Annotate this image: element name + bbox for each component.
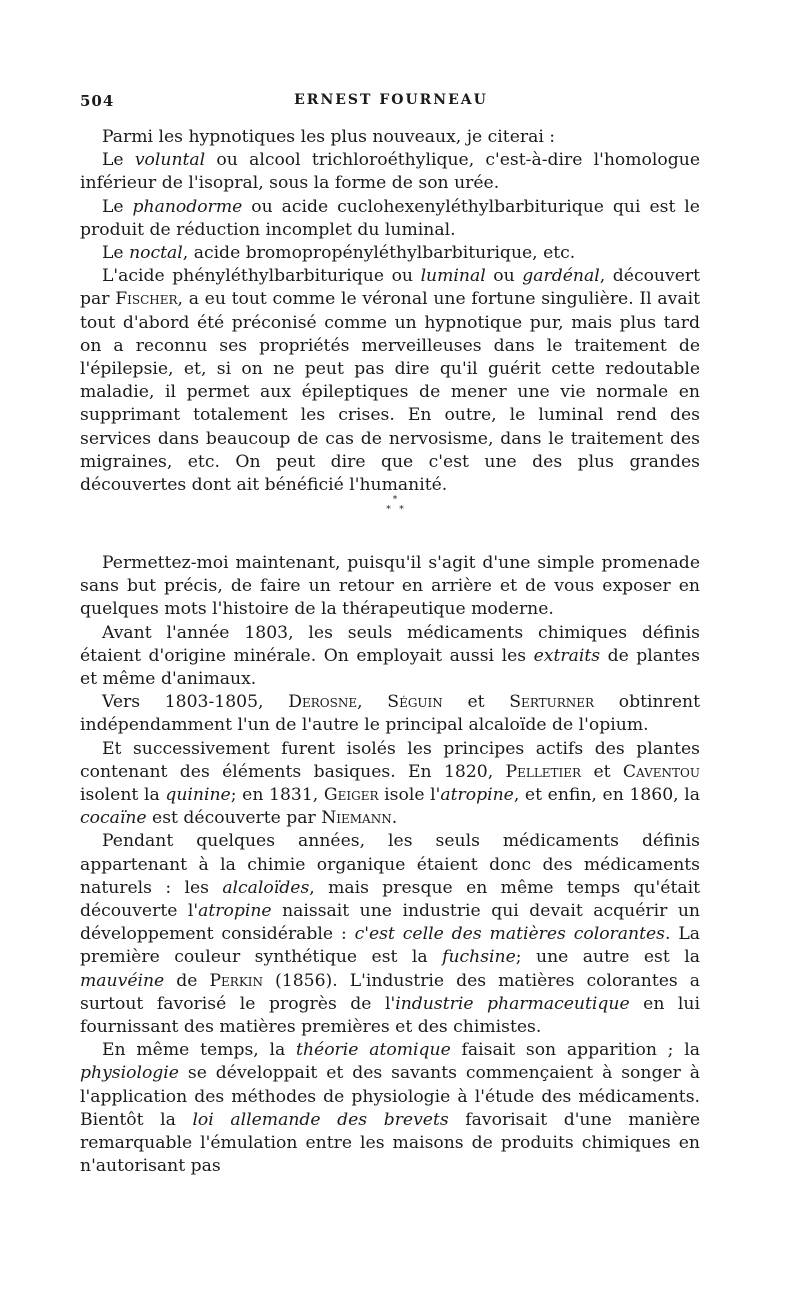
- text-run: Le: [102, 196, 133, 217]
- text-run: obtinrent indépendamment l'un de l'autre le principal alcaloïde de l'opium.: [80, 692, 700, 736]
- italic-term: atropine: [198, 901, 272, 922]
- paragraph: [80, 622, 700, 692]
- text-run: favorisait d'une manière remarquable l'émulation entre les maisons de produits chimiques en n'autorisant pas: [80, 1109, 700, 1177]
- text-run: de plantes et même d'animaux.: [80, 645, 700, 690]
- text-run: isolent la: [80, 785, 166, 806]
- author-name: Derosne: [288, 692, 358, 713]
- text-run: et: [581, 761, 623, 782]
- text-run: , acide bromopropényléthylbarbiturique, etc.: [182, 243, 576, 264]
- text-run: , et enfin, en 1860, la: [513, 785, 700, 806]
- text-run: Le: [102, 243, 130, 264]
- text-run: , mais presque en même temps qu'était découverte l': [80, 877, 701, 922]
- italic-term: atropine: [440, 785, 514, 806]
- italic-term: fuchsine: [442, 947, 516, 968]
- author-name: Fischer: [115, 289, 178, 310]
- text-run: .: [391, 808, 398, 829]
- italic-term: c'est celle des matières colorantes: [354, 924, 665, 945]
- text-run: Permettez-moi maintenant, puisqu'il s'agit d'une simple promenade sans but précis, de faire un retour en arrière et de vous exposer en quelques mots l'histoire de la thérapeutique moderne.: [80, 553, 700, 620]
- text-run: est découverte par: [146, 808, 322, 829]
- text-run: (1856). L'industrie des matières colorantes a surtout favorisé le progrès de l': [80, 970, 700, 1014]
- author-name: Perkin: [209, 970, 264, 991]
- italic-term: théorie atomique: [296, 1040, 451, 1061]
- paragraph: [80, 830, 700, 1039]
- paragraph: [80, 265, 700, 497]
- italic-term: phanodorme: [132, 196, 243, 217]
- italic-term: noctal: [129, 243, 183, 264]
- italic-term: physiologie: [80, 1063, 179, 1084]
- paragraph: [80, 691, 700, 737]
- text-run: Et successivement furent isolés les principes actifs des plantes contenant des éléments basiques. En 1820,: [80, 738, 700, 782]
- author-name: Geiger: [323, 785, 379, 806]
- text-run: naissait une industrie qui devait acquérir un développement considérable :: [80, 901, 700, 945]
- italic-term: alcaloïdes: [222, 877, 310, 898]
- paragraph: [80, 242, 700, 265]
- italic-term: mauvéine: [80, 970, 165, 991]
- text-run: Vers 1803-1805,: [102, 692, 289, 713]
- italic-term: luminal: [420, 266, 486, 287]
- text-run: Avant l'année 1803, les seuls médicaments chimiques définis étaient d'origine minérale. On employait aussi les: [80, 622, 700, 666]
- page-header: [80, 92, 702, 112]
- text-run: En même temps, la: [102, 1040, 297, 1061]
- text-run: faisait son apparition ; la: [450, 1040, 700, 1061]
- author-name: Pelletier: [505, 761, 582, 782]
- italic-term: loi allemande des brevets: [192, 1109, 449, 1130]
- italic-term: extraits: [533, 645, 601, 666]
- text-run: L'acide phényléthylbarbiturique ou: [102, 266, 421, 287]
- paragraph: [80, 1039, 700, 1178]
- text-run: ; en 1831,: [230, 785, 324, 806]
- text-run: , découvert par: [80, 266, 700, 310]
- running-head: ERNEST FOURNEAU: [294, 92, 488, 108]
- italic-term: gardénal: [522, 266, 600, 287]
- text-section-history: [80, 552, 700, 1178]
- text-run: ou acide cuclohexenyléthylbarbiturique qui est le produit de réduction incomplet du luminal.: [80, 196, 700, 240]
- author-name: Niemann: [321, 808, 392, 829]
- italic-term: quinine: [165, 785, 231, 806]
- italic-term: voluntal: [134, 150, 206, 171]
- paragraph: [80, 552, 700, 622]
- page-number: 504: [80, 92, 115, 110]
- section-separator: [383, 495, 407, 531]
- author-name: Séguin: [387, 692, 443, 713]
- text-run: Le: [102, 150, 135, 171]
- author-name: Serturner: [509, 692, 595, 713]
- text-run: ou alcool trichloroéthylique, c'est-à-dire l'homologue inférieur de l'isopral, sous la forme de son urée.: [80, 150, 700, 194]
- text-run: isole l': [378, 785, 441, 806]
- text-run: Parmi les hypnotiques les plus nouveaux, je citerai :: [102, 127, 556, 147]
- text-run: de: [164, 970, 210, 991]
- author-name: Caventou: [622, 761, 700, 782]
- text-run: ; une autre est la: [515, 947, 700, 968]
- text-run: se développait et des savants commençaient à songer à l'application des méthodes de physiologie à l'étude des médicaments. Bientôt la: [80, 1063, 700, 1130]
- text-section-hypnotics: [80, 126, 700, 497]
- text-run: et: [442, 692, 510, 713]
- separator-star-bottom: * *: [386, 505, 404, 515]
- text-run: ,: [357, 692, 388, 713]
- text-run: . La première couleur synthétique est la: [80, 924, 701, 968]
- paragraph: [80, 196, 700, 242]
- paragraph: [80, 738, 700, 831]
- text-run: en lui fournissant des matières premières et des chimistes.: [80, 993, 701, 1038]
- paragraph: [80, 126, 700, 149]
- text-run: ou: [485, 266, 523, 287]
- italic-term: cocaïne: [80, 808, 147, 829]
- paragraph: [80, 149, 700, 195]
- italic-term: industrie pharmaceutique: [395, 993, 630, 1014]
- text-run: , a eu tout comme le véronal une fortune singulière. Il avait tout d'abord été préconisé comme un hypnotique pur, mais plus tard on a reconnu ses propriétés merveilleuses dans le traitement de l'épilepsie, et, si on ne peut pas dire qu'il guérit cette redoutable maladie, il permet aux épileptiques de mener une vie normale en supprimant totalement les crises. En outre, le luminal rend des services dans beaucoup de cas de nervosisme, dans le traitement des migraines, etc. On peut dire que c'est une des plus grandes découvertes dont ait bénéficié l'humanité.: [80, 289, 700, 496]
- separator-star-top: *: [392, 495, 398, 505]
- text-run: Pendant quelques années, les seuls médicaments définis appartenant à la chimie organique étaient donc des médicaments naturels : les: [80, 831, 700, 898]
